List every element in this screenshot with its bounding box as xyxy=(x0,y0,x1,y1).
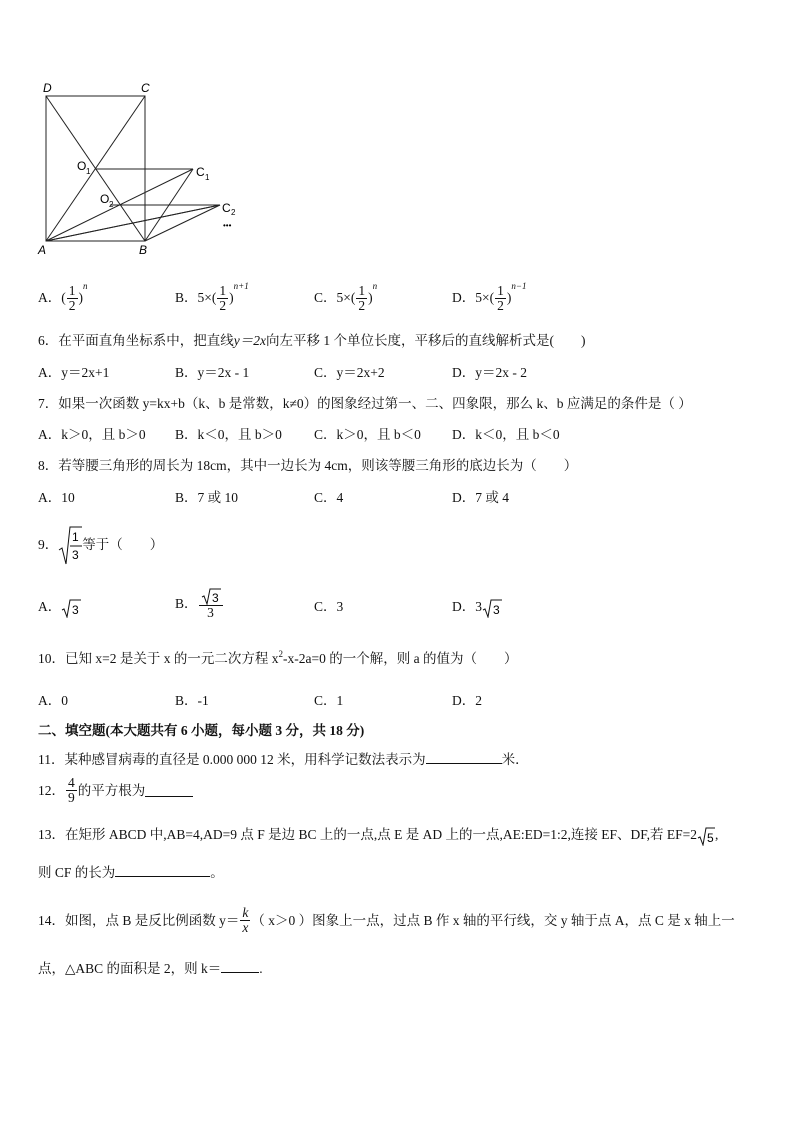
q7-option-c[interactable]: C．k＞0，且 b＜0 xyxy=(314,427,421,442)
q10-option-d[interactable]: D．2 xyxy=(452,693,482,708)
q10-option-c[interactable]: C．1 xyxy=(314,693,344,708)
q9-option-c[interactable]: C．3 xyxy=(314,599,344,614)
sqrt-one-third xyxy=(58,526,82,566)
q7-option-b[interactable]: B．k＜0，且 b＞0 xyxy=(175,427,282,442)
label-dots: ••• xyxy=(223,221,232,230)
q5-option-d[interactable]: D．5×( $\frac{1}{2}$ )$^{n-1}$ xyxy=(452,281,527,314)
q8-option-c[interactable]: C．4 xyxy=(314,490,344,505)
label-o2: O xyxy=(100,192,110,206)
question-14-line2: 点，△ABC 的面积是 2，则 k＝ . xyxy=(38,961,263,976)
question-13-line1: 13．在矩形 ABCD 中,AB=4,AD=9 点 F 是边 BC 上的一点,点 E 是 AD 上的一点,AE:ED=1:2,连接 EF、DF,若 EF=2 5 , xyxy=(38,827,719,845)
label-c2: C xyxy=(222,201,231,215)
q12-answer-blank[interactable] xyxy=(145,784,193,797)
svg-text:3: 3 xyxy=(72,603,79,617)
q9-option-d[interactable]: D．3 3 xyxy=(452,598,502,618)
label-d: D xyxy=(43,81,52,95)
svg-text:3: 3 xyxy=(211,591,219,605)
label-c2-sub: 2 xyxy=(231,208,236,217)
q5-option-b[interactable]: B．5×( $\frac{1}{2}$ )$^{n+1}$ xyxy=(175,281,249,314)
label-a: A xyxy=(38,243,47,257)
label-o2-sub: 2 xyxy=(109,200,114,209)
label-o1: O xyxy=(77,159,87,173)
q5-option-a[interactable]: A．( $\frac{1}{2}$ )$^n$ xyxy=(38,281,88,314)
q9-option-b[interactable]: B． $\frac{3}{3}$ xyxy=(175,587,224,620)
q6-option-c[interactable]: C．y＝2x+2 xyxy=(314,365,385,380)
question-7: 7．如果一次函数 y=kx+b（k、b 是常数，k≠0）的图象经过第一、二、四象限，那么 k、b 应满足的条件是（ ） xyxy=(38,396,692,411)
question-11: 11．某种感冒病毒的直径是 0.000 000 12 米，用科学记数法表示为 米． xyxy=(38,752,529,767)
section-2-title: 二、填空题(本大题共有 6 小题，每小题 3 分，共 18 分) xyxy=(38,723,365,738)
svg-text:3: 3 xyxy=(72,548,79,562)
svg-text:5: 5 xyxy=(707,831,714,845)
q10-option-b[interactable]: B．-1 xyxy=(175,693,209,708)
q5-option-c[interactable]: C．5×( $\frac{1}{2}$ )$^n$ xyxy=(314,281,378,314)
svg-text:1: 1 xyxy=(72,530,79,544)
q7-option-a[interactable]: A．k＞0，且 b＞0 xyxy=(38,427,146,442)
question-10: 10．已知 x=2 是关于 x 的一元二次方程 $x^2-x-2a=0$ 的一个解，则 a 的值为（ ） xyxy=(38,649,518,666)
q13-answer-blank[interactable] xyxy=(115,864,210,877)
q8-option-d[interactable]: D．7 或 4 xyxy=(452,490,509,505)
label-c1: C xyxy=(196,165,205,179)
q7-option-d[interactable]: D．k＜0，且 b＜0 xyxy=(452,427,560,442)
question-9: 9． 1 3 等于（ ） xyxy=(38,526,163,566)
question-6: 6．在平面直角坐标系中，把直线y＝2x向左平移 1 个单位长度，平移后的直线解析式是( ) xyxy=(38,333,586,348)
question-12: 12． $\frac{4}{9}$ 的平方根为 xyxy=(38,776,193,805)
label-c: C xyxy=(141,81,150,95)
question-13-line2: 则 CF 的长为 。 xyxy=(38,865,224,880)
question-14-line1: 14．如图，点 B 是反比例函数 y＝ $\frac{k}{x}$ （ x＞0 ）图象上一点，过点 B 作 x 轴的平行线，交 y 轴于点 A，点 C 是 x 轴上一 xyxy=(38,905,735,936)
q14-answer-blank[interactable] xyxy=(221,960,259,973)
label-c1-sub: 1 xyxy=(205,173,210,182)
q6-option-a[interactable]: A．y＝2x+1 xyxy=(38,365,110,380)
q6-option-b[interactable]: B．y＝2x - 1 xyxy=(175,365,250,380)
q8-option-a[interactable]: A．10 xyxy=(38,490,75,505)
svg-text:3: 3 xyxy=(493,603,500,617)
q8-option-b[interactable]: B．7 或 10 xyxy=(175,490,239,505)
q6-option-d[interactable]: D．y＝2x - 2 xyxy=(452,365,527,380)
geometry-figure xyxy=(30,78,260,263)
question-8: 8．若等腰三角形的周长为 18cm，其中一边长为 4cm，则该等腰三角形的底边长为（ ） xyxy=(38,458,578,473)
line-b-c2 xyxy=(145,205,220,241)
label-b: B xyxy=(139,243,148,257)
q10-option-a[interactable]: A．0 xyxy=(38,693,68,708)
q9-option-a[interactable]: A． 3 xyxy=(38,598,81,618)
label-o1-sub: 1 xyxy=(86,167,91,176)
q11-answer-blank[interactable] xyxy=(426,751,502,764)
